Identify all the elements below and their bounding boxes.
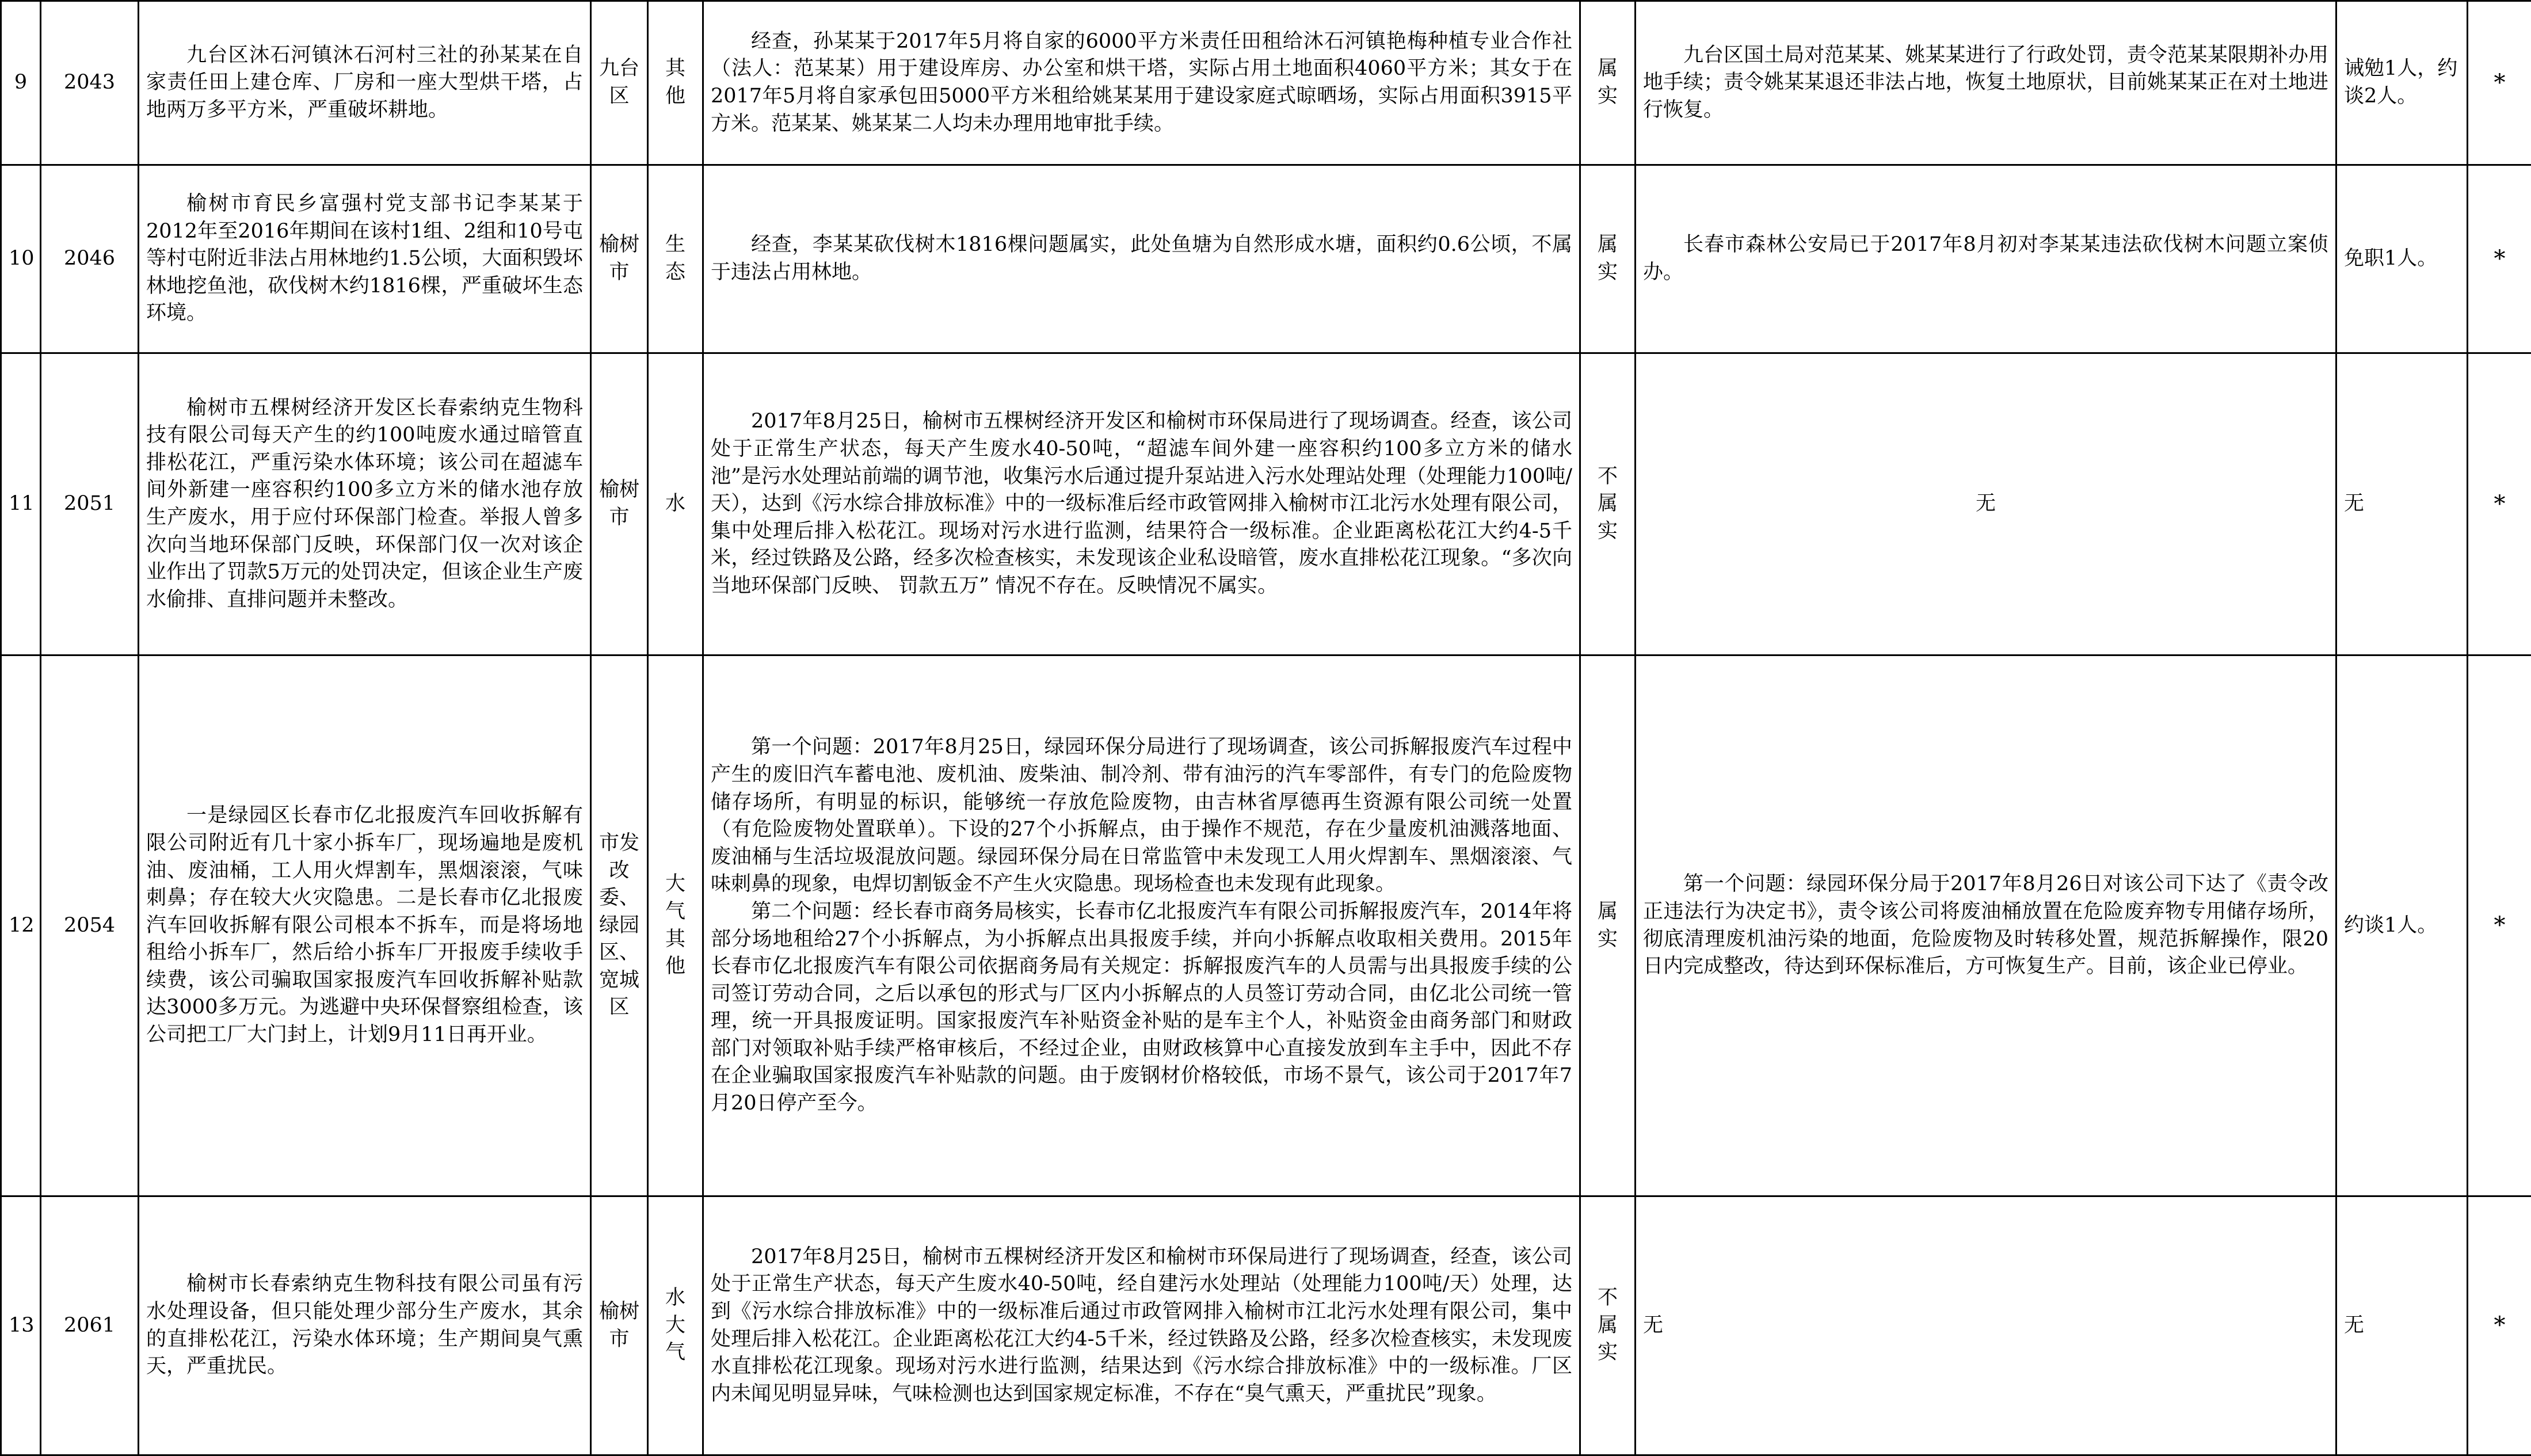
complaint-content <box>139 1 591 165</box>
handling-paragraph: 无 <box>1643 1313 1664 1337</box>
verdict: 不属实 <box>1580 353 1636 655</box>
row-index: 11 <box>1 353 41 655</box>
verdict: 属实 <box>1580 165 1636 353</box>
admin-area: 市发改委、绿园区、宽城区 <box>591 655 648 1196</box>
table-row <box>1 1 2531 165</box>
investigation-result <box>703 655 1580 1196</box>
complaint-text: 榆树市长春索纳克生物科技有限公司虽有污水处理设备，但只能处理少部分生产废水，其余的直排松花江，污染水体环境；生产期间臭气熏天，严重扰民。 <box>146 1272 583 1378</box>
handling-paragraph: 无 <box>1975 492 1996 516</box>
remark-star: * <box>2468 655 2531 1196</box>
accountability: 无 <box>2336 353 2468 655</box>
handling-paragraph: 第一个问题：绿园环保分局于2017年8月26日对该公司下达了《责令改正违法行为决定书》，责令该公司将废油桶放置在危险废弃物专用储存场所，彻底清理废机油污染的地面，危险废物及时转移处置，规范拆解操作，限20日内完成整改，待达到环保标准后，方可恢复生产。目前，该企业已停业。 <box>1643 872 2328 978</box>
handling-paragraph: 九台区国土局对范某某、姚某某进行了行政处罚，责令范某某限期补办用地手续；责令姚某某退还非法占地，恢复土地原状，目前姚某某正在对土地进行恢复。 <box>1643 43 2328 121</box>
accountability: 诫勉1人，约谈2人。 <box>2336 1 2468 165</box>
investigation-paragraph: 第二个问题：经长春市商务局核实，长春市亿北报废汽车有限公司拆解报废汽车，2014年将部分场地租给27个小拆解点，为小拆解点出具报废手续，并向小拆解点收取相关费用。2015年长春市亿北报废汽车有限公司依据商务局有关规定：拆解报废汽车的人员需与出具报废手续的公司签订劳动合同，之后以承包的形式与厂区内小拆解点的人员签订劳动合同，由亿北公司统一管理，统一开具报废证明。国家报废汽车补贴资金补贴的是车主个人，补贴资金由商务部门和财政部门对领取补贴手续严格审核后，不经过企业，由财政核算中心直接发放到车主手中，因此不存在企业骗取国家报废汽车补贴款的问题。由于废钢材价格较低，市场不景气，该公司于2017年7月20日停产至今。 <box>711 899 1572 1115</box>
investigation-paragraph: 经查，孙某某于2017年5月将自家的6000平方米责任田租给沐石河镇艳梅种植专业合作社（法人：范某某）用于建设库房、办公室和烘干塔，实际占用土地面积4060平方米；其女于在2017年5月将自家承包田5000平方米租给姚某某用于建设家庭式晾晒场，实际占用面积3915平方米。范某某、姚某某二人均未办理用地审批手续。 <box>711 29 1572 135</box>
handling-paragraph: 长春市森林公安局已于2017年8月初对李某某违法砍伐树木问题立案侦办。 <box>1643 233 2328 284</box>
pollution-type: 其他 <box>648 1 703 165</box>
complaint-content <box>139 353 591 655</box>
complaint-content <box>139 165 591 353</box>
pollution-type: 水大气 <box>648 1196 703 1455</box>
investigation-result <box>703 1 1580 165</box>
complaint-text: 九台区沐石河镇沐石河村三社的孙某某在自家责任田上建仓库、厂房和一座大型烘干塔，占地两万多平方米，严重破坏耕地。 <box>146 43 583 121</box>
remark-star: * <box>2468 353 2531 655</box>
row-index: 12 <box>1 655 41 1196</box>
table-row <box>1 655 2531 1196</box>
complaint-text: 榆树市五棵树经济开发区长春索纳克生物科技有限公司每天产生的约100吨废水通过暗管直排松花江，严重污染水体环境；该公司在超滤车间外新建一座容积约100多立方米的储水池存放生产废水，用于应付环保部门检查。举报人曾多次向当地环保部门反映，环保部门仅一次对该企业作出了罚款5万元的处罚决定，但该企业生产废水偷排、直排问题并未整改。 <box>146 396 583 611</box>
investigation-paragraph: 第一个问题：2017年8月25日，绿园环保分局进行了现场调查，该公司拆解报废汽车过程中产生的废旧汽车蓄电池、废机油、废柴油、制冷剂、带有油污的汽车零部件，有专门的危险废物储存场所，有明显的标识，能够统一存放危险废物，由吉林省厚德再生资源有限公司统一处置（有危险废物处置联单）。下设的27个小拆解点，由于操作不规范，存在少量废机油溅落地面、废油桶与生活垃圾混放问题。绿园环保分局在日常监管中未发现工人用火焊割车、黑烟滚滚、气味刺鼻的现象，电焊切割钣金不产生火灾隐患。现场检查也未发现有此现象。 <box>711 735 1572 896</box>
handling-result <box>1636 655 2336 1196</box>
pollution-type: 水 <box>648 353 703 655</box>
accountability: 免职1人。 <box>2336 165 2468 353</box>
handling-result <box>1636 1196 2336 1455</box>
complaint-text: 榆树市育民乡富强村党支部书记李某某于2012年至2016年期间在该村1组、2组和10号屯等村屯附近非法占用林地约1.5公顷，大面积毁坏林地挖鱼池，砍伐树木约1816棵，严重破坏生态环境。 <box>146 192 583 325</box>
complaint-number: 2046 <box>41 165 139 353</box>
row-index: 10 <box>1 165 41 353</box>
remark-star: * <box>2468 1 2531 165</box>
complaint-number: 2043 <box>41 1 139 165</box>
complaint-content <box>139 655 591 1196</box>
investigation-result <box>703 353 1580 655</box>
accountability: 约谈1人。 <box>2336 655 2468 1196</box>
remark-star: * <box>2468 1196 2531 1455</box>
handling-result <box>1636 1 2336 165</box>
investigation-paragraph: 2017年8月25日，榆树市五棵树经济开发区和榆树市环保局进行了现场调查，经查，该公司处于正常生产状态，每天产生废水40-50吨，经自建污水处理站（处理能力100吨/天）处理，达到《污水综合排放标准》中的一级标准后通过市政管网排入榆树市江北污水处理有限公司，集中处理后排入松花江。企业距离松花江大约4-5千米，经过铁路及公路，经多次检查核实，未发现废水直排松花江现象。现场对污水进行监测，结果达到《污水综合排放标准》中的一级标准。厂区内未闻见明显异味，气味检测也达到国家规定标准，不存在“臭气熏天，严重扰民”现象。 <box>711 1245 1572 1405</box>
table-row <box>1 353 2531 655</box>
handling-result <box>1636 165 2336 353</box>
admin-area: 榆树市 <box>591 165 648 353</box>
investigation-paragraph: 经查，李某某砍伐树木1816棵问题属实，此处鱼塘为自然形成水塘，面积约0.6公顷，不属于违法占用林地。 <box>711 233 1572 284</box>
investigation-paragraph: 2017年8月25日，榆树市五棵树经济开发区和榆树市环保局进行了现场调查。经查，该公司处于正常生产状态，每天产生废水40-50吨，“超滤车间外建一座容积约100多立方米的储水池”是污水处理站前端的调节池，收集污水后通过提升泵站进入污水处理站处理（处理能力100吨/天），达到《污水综合排放标准》中的一级标准后经市政管网排入榆树市江北污水处理有限公司，集中处理后排入松花江。现场对污水进行监测，结果符合一级标准。企业距离松花江大约4-5千米，经过铁路及公路，经多次检查核实，未发现该企业私设暗管，废水直排松花江现象。“多次向当地环保部门反映、 罚款五万” 情况不存在。反映情况不属实。 <box>711 410 1572 597</box>
row-index: 9 <box>1 1 41 165</box>
handling-result <box>1636 353 2336 655</box>
remark-star: * <box>2468 165 2531 353</box>
row-index: 13 <box>1 1196 41 1455</box>
investigation-result <box>703 1196 1580 1455</box>
complaint-content <box>139 1196 591 1455</box>
admin-area: 榆树市 <box>591 1196 648 1455</box>
complaint-number: 2054 <box>41 655 139 1196</box>
verdict: 不属实 <box>1580 1196 1636 1455</box>
table-row <box>1 165 2531 353</box>
accountability: 无 <box>2336 1196 2468 1455</box>
admin-area: 榆树市 <box>591 353 648 655</box>
pollution-type: 生态 <box>648 165 703 353</box>
complaint-text: 一是绿园区长春市亿北报废汽车回收拆解有限公司附近有几十家小拆车厂，现场遍地是废机油、废油桶，工人用火焊割车，黑烟滚滚，气味刺鼻；存在较大火灾隐患。二是长春市亿北报废汽车回收拆解有限公司根本不拆车，而是将场地租给小拆车厂，然后给小拆车厂开报废手续收手续费，该公司骗取国家报废汽车回收拆解补贴款达3000多万元。为逃避中央环保督察组检查，该公司把工厂大门封上，计划9月11日再开业。 <box>146 804 583 1047</box>
table-row <box>1 1196 2531 1455</box>
complaint-number: 2051 <box>41 353 139 655</box>
admin-area: 九台区 <box>591 1 648 165</box>
complaint-number: 2061 <box>41 1196 139 1455</box>
verdict: 属实 <box>1580 1 1636 165</box>
pollution-type: 大气其他 <box>648 655 703 1196</box>
verdict: 属实 <box>1580 655 1636 1196</box>
investigation-result <box>703 165 1580 353</box>
